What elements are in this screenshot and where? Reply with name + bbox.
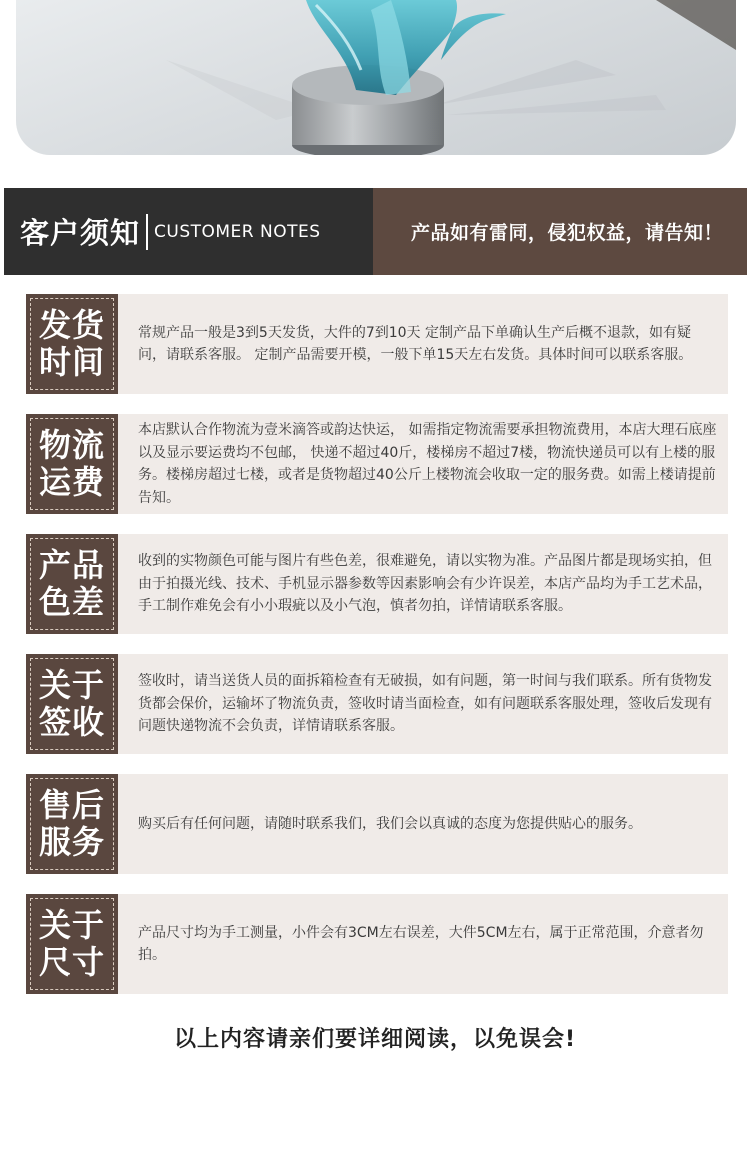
notice-label: 发货 时间 <box>38 306 105 381</box>
product-photo <box>16 0 736 155</box>
notice-label: 关于 签收 <box>38 666 105 741</box>
notice-signing <box>26 654 728 754</box>
notice-text: 产品尺寸均为手工测量，小件会有3CM左右误差，大件5CM左右，属于正常范围，介意者勿拍。 <box>138 924 704 963</box>
notice-label: 关于 尺寸 <box>38 906 105 981</box>
notice-label-box <box>26 294 118 394</box>
customer-notes-banner <box>4 188 747 275</box>
banner-divider <box>146 214 148 250</box>
notice-label-box <box>26 534 118 634</box>
notice-size <box>26 894 728 994</box>
footer-reminder: 以上内容请亲们要详细阅读，以免误会! <box>173 1027 577 1052</box>
notice-label-box <box>26 774 118 874</box>
notice-label-box <box>26 894 118 994</box>
banner-notice: 产品如有雷同，侵犯权益，请告知！ <box>410 222 723 244</box>
notice-label-box <box>26 654 118 754</box>
notice-text: 购买后有任何问题，请随时联系我们，我们会以真诚的态度为您提供贴心的服务。 <box>138 815 642 832</box>
banner-title: 客户须知 <box>20 216 141 250</box>
notice-text: 常规产品一般是3到5天发货，大件的7到10天 定制产品下单确认生产后概不退款，如有疑问，请联系客服。 定制产品需要开模，一般下单15天左右发货。具体时间可以联系客服。 <box>138 324 693 363</box>
banner-subtitle: CUSTOMER NOTES <box>154 221 321 242</box>
notice-shipping-time <box>26 294 728 394</box>
notice-label: 售后 服务 <box>38 786 105 861</box>
banner-title-block <box>4 188 373 275</box>
notice-text: 签收时，请当送货人员的面拆箱检查有无破损，如有问题，第一时间与我们联系。所有货物发货都会保价，运输坏了物流负责，签收时请当面检查，如有问题联系客服处理，签收后发现有问题快递物流不会负责，详情请联系客服。 <box>138 673 712 735</box>
notice-label: 物流 运费 <box>38 426 105 501</box>
notice-after-sales <box>26 774 728 874</box>
notice-color-difference <box>26 534 728 634</box>
banner-notice-block <box>373 188 747 275</box>
notice-label-box <box>26 414 118 514</box>
notice-text: 收到的实物颜色可能与图片有些色差，很难避免，请以实物为准。产品图片都是现场实拍，但由于拍摄光线、技术、手机显示器参数等因素影响会有少许误差，本店产品均为手工艺术品，手工制作难免会有小小瑕疵以及小气泡，慎者勿拍，详情请联系客服。 <box>138 553 712 615</box>
notice-logistics-fee <box>26 414 728 514</box>
notice-text: 本店默认合作物流为壹米滴答或韵达快运， 如需指定物流需要承担物流费用，本店大理石底座以及显示要运费均不包邮， 快递不超过40斤，楼梯房不超过7楼，物流快递员可以有上楼的服务。楼梯房超过七楼，或者是货物超过40公斤上楼物流会收取一定的服务费。如需上楼请提前告知。 <box>138 422 717 506</box>
notice-label: 产品 色差 <box>38 546 105 621</box>
